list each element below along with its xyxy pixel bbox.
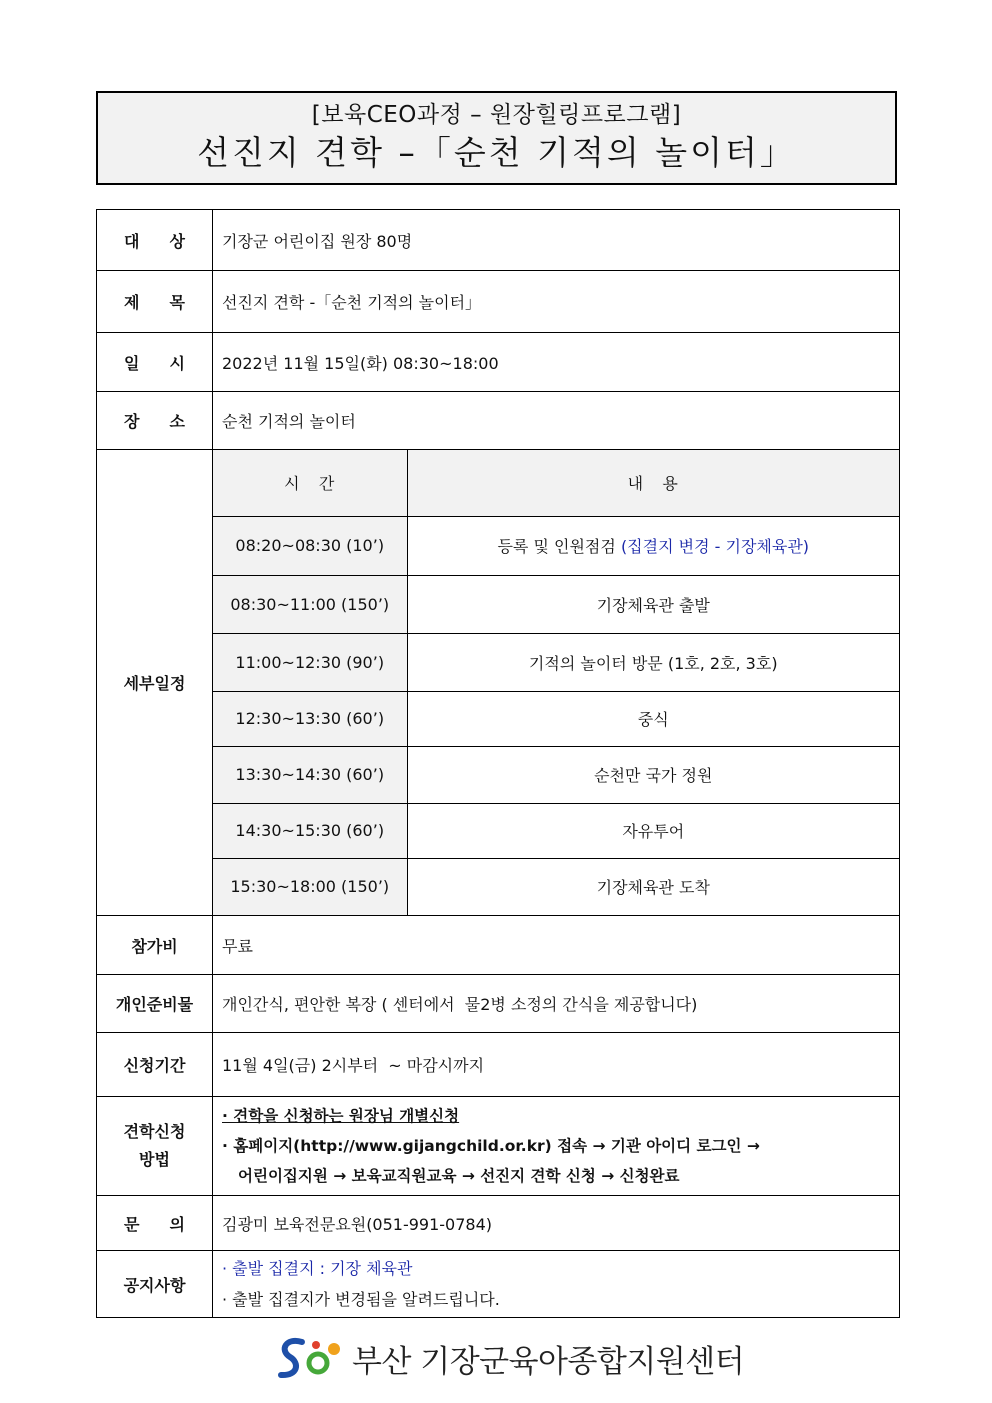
- schedule-time: 15:30~18:00 (150’): [213, 858, 407, 915]
- schedule-content: 기장체육관 출발: [407, 575, 899, 633]
- label-apply: [97, 1097, 213, 1196]
- label-notice: 공지사항: [97, 1251, 213, 1318]
- label-place: 장소: [97, 392, 213, 450]
- schedule-cell: [213, 450, 900, 916]
- value-prep: 개인간식, 편안한 복장 ( 센터에서 물2병 소정의 간식을 제공합니다): [213, 975, 900, 1033]
- info-table: [96, 209, 900, 1318]
- label-apply-line2: 방법: [139, 1150, 170, 1169]
- schedule-row: [213, 691, 899, 746]
- schedule-row: [213, 803, 899, 858]
- header-time: 시 간: [213, 450, 407, 516]
- apply-line-1: · 견학을 신청하는 원장님 개별신청: [222, 1107, 460, 1125]
- value-date: 2022년 11월 15일(화) 08:30~18:00: [213, 333, 900, 392]
- schedule-row: [213, 858, 899, 915]
- schedule-header: [213, 450, 899, 516]
- header-content: 내 용: [407, 450, 899, 516]
- notice-line-1: · 출발 집결지 : 기장 체육관: [222, 1259, 413, 1278]
- schedule-note: (집결지 변경 - 기장체육관): [620, 537, 810, 556]
- row-prep: [97, 975, 900, 1033]
- value-target: 기장군 어린이집 원장 80명: [213, 210, 900, 271]
- program-subtitle: [보육CEO과정 – 원장힐링프로그램]: [311, 102, 682, 128]
- schedule-time: 08:20~08:30 (10’): [213, 516, 407, 575]
- schedule-content: 순천만 국가 정원: [407, 746, 899, 803]
- apply-line-2: · 홈페이지(http://www.gijangchild.or.kr) 접속 → 기관 아이디 로그인 →: [222, 1137, 760, 1155]
- row-schedule: [97, 450, 900, 916]
- row-notice: [97, 1251, 900, 1318]
- row-fee: [97, 916, 900, 975]
- label-subject: 제목: [97, 271, 213, 333]
- schedule-table: [213, 450, 899, 915]
- footer: [276, 1333, 744, 1383]
- center-logo-icon: [276, 1333, 346, 1383]
- label-period: 신청기간: [97, 1033, 213, 1097]
- schedule-content: 기장체육관 도착: [596, 878, 710, 898]
- label-target: 대상: [97, 210, 213, 271]
- schedule-content: 자유투어: [407, 803, 899, 858]
- schedule-time: 12:30~13:30 (60’): [213, 691, 407, 746]
- schedule-row: [213, 746, 899, 803]
- schedule-content: [407, 516, 899, 575]
- row-contact: [97, 1196, 900, 1251]
- notice-line-2: · 출발 집결지가 변경됨을 알려드립니다.: [222, 1290, 500, 1309]
- value-apply: [213, 1097, 900, 1196]
- schedule-time: 13:30~14:30 (60’): [213, 746, 407, 803]
- value-fee: 무료: [213, 916, 900, 975]
- row-apply: [97, 1097, 900, 1196]
- label-contact: 문의: [97, 1196, 213, 1251]
- schedule-row: [213, 516, 899, 575]
- label-date: 일시: [97, 333, 213, 392]
- schedule-row: [213, 633, 899, 691]
- schedule-time: 11:00~12:30 (90’): [213, 633, 407, 691]
- label-apply-line1: 견학신청: [123, 1122, 186, 1141]
- row-date: [97, 333, 900, 392]
- schedule-row: [213, 575, 899, 633]
- label-schedule: 세부일정: [97, 450, 213, 916]
- apply-line-3: 어린이집지원 → 보육교직원교육 → 선진지 견학 신청 → 신청완료: [238, 1167, 680, 1185]
- value-subject: 선진지 견학 -「순천 기적의 놀이터」: [213, 271, 900, 333]
- schedule-content-text: 등록 및 인원점검: [497, 537, 616, 556]
- center-name: 부산 기장군육아종합지원센터: [352, 1343, 745, 1380]
- row-period: [97, 1033, 900, 1097]
- title-box: [96, 91, 897, 185]
- row-target: [97, 210, 900, 271]
- value-notice: [213, 1251, 900, 1318]
- value-period: 11월 4일(금) 2시부터 ~ 마감시까지: [213, 1033, 900, 1097]
- label-fee: 참가비: [97, 916, 213, 975]
- value-place: 순천 기적의 놀이터: [213, 392, 900, 450]
- document-title: 선진지 견학 –「순천 기적의 놀이터」: [197, 133, 796, 172]
- schedule-content: 중식: [407, 691, 899, 746]
- value-contact: 김광미 보육전문요원(051-991-0784): [213, 1196, 900, 1251]
- schedule-content: 기적의 놀이터 방문 (1호, 2호, 3호): [407, 633, 899, 691]
- row-place: [97, 392, 900, 450]
- schedule-time: 08:30~11:00 (150’): [213, 575, 407, 633]
- schedule-time: 14:30~15:30 (60’): [213, 803, 407, 858]
- row-subject: [97, 271, 900, 333]
- label-prep: 개인준비물: [97, 975, 213, 1033]
